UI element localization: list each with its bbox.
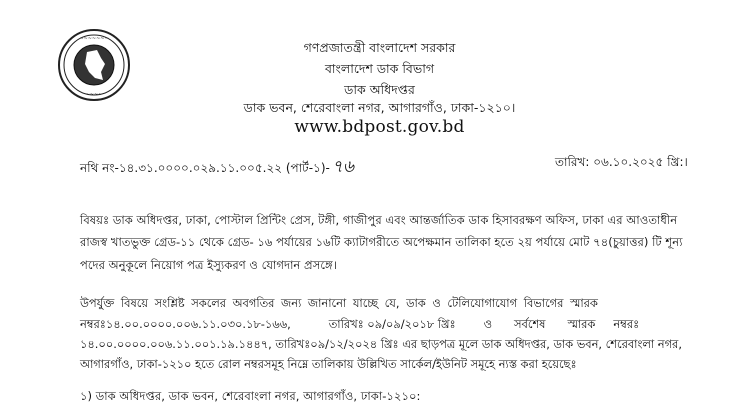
body-number-label: নম্বরঃ	[613, 317, 640, 331]
body-line-3: ১৪.০০.০০০০.০০৬.১১.০০১.১৯.১৪৪৭, তারিখঃ০৯/১২/২০২৪ খ্রিঃ এর ছাড়পত্র মূলে ডাক অধিদপ্তর, ডাক ভবন, শেরেবাংলা নগর,	[80, 337, 682, 351]
memo-date: তারিখ: ০৬.১০.২০২৫ খ্রি:।	[555, 155, 688, 169]
svg-text:~~~~~~~: ~~~~~~~	[79, 36, 109, 42]
memo-number	[80, 154, 354, 182]
header-address: ডাক ভবন, শেরেবাংলা নগর, আগারগাঁও, ঢাকা-১২১০।	[243, 100, 516, 115]
body-date-value: ০৯/০৯/২০১৮	[367, 317, 435, 331]
body-era: খ্রিঃ	[437, 317, 456, 331]
body-latest: সর্বশেষ	[514, 317, 546, 331]
header-directorate: ডাক অধিদপ্তর	[344, 82, 415, 97]
body-and: ও	[483, 317, 492, 331]
subject-line-3: পদের অনুকূলে নিয়োগ পত্র ইস্যুকরণ ও যোগদান প্রসঙ্গে।	[80, 258, 337, 272]
svg-text:~~~~: ~~~~	[85, 92, 103, 98]
body-memo-label: স্মারক	[567, 317, 596, 331]
header-department: বাংলাদেশ ডাক বিভাগ	[324, 61, 435, 76]
memo-handwritten-number: ৭৬	[331, 157, 354, 177]
memo-number-text: নথি নং-১৪.৩১.০০০০.০২৯.১১.০০৫.২২ (পার্ট-১)-	[80, 161, 330, 175]
body-line-2	[80, 316, 720, 335]
body-line-4: আগারগাঁও, ঢাকা-১২১০ হতে রোল নম্বরসমূহ নিম্নে তালিকায় উল্লিখিত সার্কেল/ইউনিট সমূহে ন্যস্ত করা হয়েছেঃ	[80, 357, 577, 371]
body-line-1: উপর্যুক্ত বিষয়ে সংশ্লিষ্ট সকলের অবগতির জন্য জানানো যাচ্ছে যে, ডাক ও টেলিযোগাযোগ বিভাগের স্মারক	[80, 296, 598, 310]
header-website-link[interactable]: www.bdpost.gov.bd	[294, 117, 465, 137]
body-reference-number: নম্বরঃ১৪.০০.০০০০.০০৬.১১.০৩০.১৮-১৬৬,	[80, 317, 291, 331]
subject-line-2: রাজস্ব খাতভুক্ত গ্রেড-১১ থেকে গ্রেড- ১৬ পর্যায়ের ১৬টি ক্যাটাগরীতে অপেক্ষমান তালিকা হতে ২য় পর্যায়ে মোট ৭৪(চুয়াত্তর) টি শূন্য	[80, 235, 683, 249]
section-heading-1: ১) ডাক অধিদপ্তর, ডাক ভবন, শেরেবাংলা নগর, আগারগাঁও, ঢাকা-১২১০:	[80, 389, 421, 403]
subject-line-1: বিষয়ঃ ডাক অধিদপ্তর, ঢাকা, পোস্টাল প্রিন্টিং প্রেস, টঙ্গী, গাজীপুর এবং আন্তর্জাতিক ডাক হিসাবরক্ষণ অফিস, ঢাকা এর আওতাধীন	[80, 213, 678, 227]
header-government: গণপ্রজাতন্ত্রী বাংলাদেশ সরকার	[303, 40, 456, 55]
body-date-label: তারিখঃ	[328, 317, 364, 331]
